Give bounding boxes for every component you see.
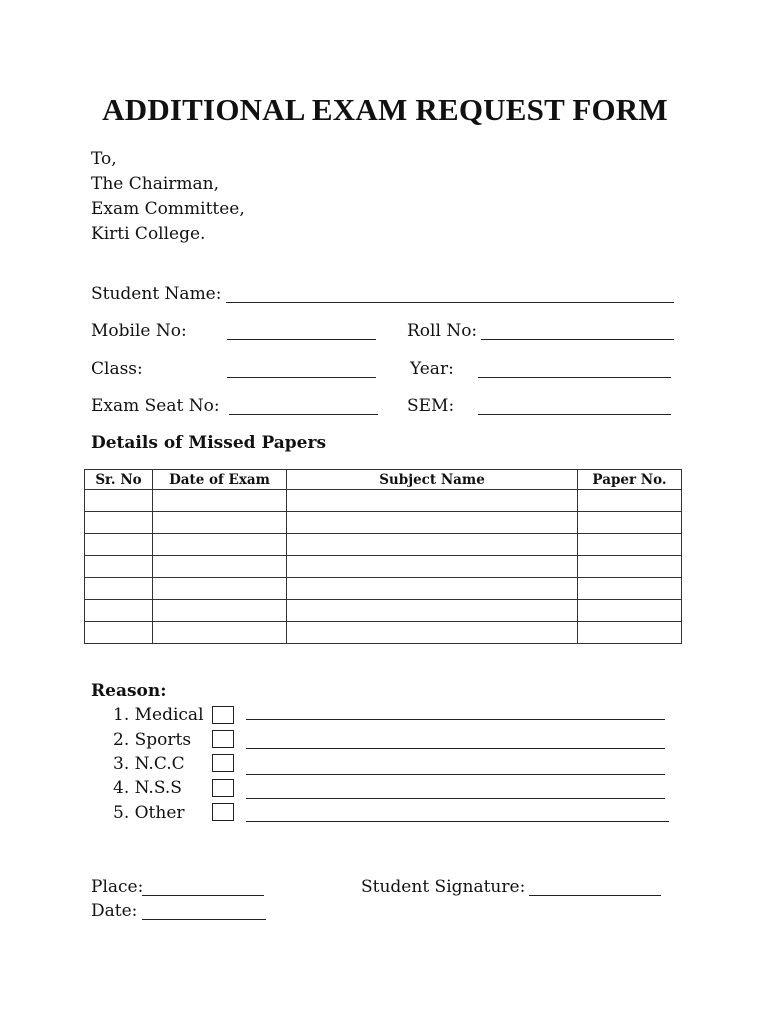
class-label: Class: bbox=[91, 359, 143, 379]
table-cell[interactable] bbox=[287, 622, 578, 644]
table-cell[interactable] bbox=[287, 600, 578, 622]
address-block bbox=[91, 147, 245, 247]
student-name-label: Student Name: bbox=[91, 284, 222, 304]
missed-papers-heading: Details of Missed Papers bbox=[91, 433, 327, 453]
table-cell[interactable] bbox=[287, 512, 578, 534]
reason-line-medical[interactable] bbox=[246, 719, 665, 720]
place-line[interactable] bbox=[142, 895, 264, 896]
reason-item-nss: 4. N.S.S bbox=[113, 778, 182, 798]
table-cell[interactable] bbox=[85, 512, 153, 534]
table-row bbox=[85, 490, 682, 512]
table-cell[interactable] bbox=[153, 534, 287, 556]
reason-checkbox-other[interactable] bbox=[212, 803, 234, 821]
mobile-no-label: Mobile No: bbox=[91, 321, 187, 341]
reason-heading: Reason: bbox=[91, 681, 167, 701]
table-cell[interactable] bbox=[153, 578, 287, 600]
sem-line[interactable] bbox=[478, 414, 671, 415]
missed-papers-table bbox=[84, 469, 682, 644]
reason-line-sports[interactable] bbox=[246, 748, 665, 749]
table-cell[interactable] bbox=[287, 556, 578, 578]
roll-no-line[interactable] bbox=[481, 339, 674, 340]
table-cell[interactable] bbox=[287, 578, 578, 600]
reason-checkbox-sports[interactable] bbox=[212, 730, 234, 748]
table-cell[interactable] bbox=[85, 578, 153, 600]
table-cell[interactable] bbox=[85, 490, 153, 512]
roll-no-label: Roll No: bbox=[407, 321, 478, 341]
column-header-date-of-exam: Date of Exam bbox=[153, 470, 287, 490]
table-row bbox=[85, 622, 682, 644]
place-label: Place: bbox=[91, 877, 144, 897]
reason-item-medical: 1. Medical bbox=[113, 705, 204, 725]
reason-checkbox-medical[interactable] bbox=[212, 706, 234, 724]
reason-item-sports: 2. Sports bbox=[113, 730, 192, 750]
table-cell[interactable] bbox=[153, 490, 287, 512]
student-signature-label: Student Signature: bbox=[361, 877, 526, 897]
mobile-no-line[interactable] bbox=[227, 339, 376, 340]
date-line[interactable] bbox=[142, 919, 266, 920]
year-label: Year: bbox=[410, 359, 454, 379]
column-header-sr-no: Sr. No bbox=[85, 470, 153, 490]
exam-seat-no-line[interactable] bbox=[229, 414, 378, 415]
student-signature-line[interactable] bbox=[529, 895, 661, 896]
table-cell[interactable] bbox=[153, 622, 287, 644]
column-header-paper-no: Paper No. bbox=[578, 470, 682, 490]
reason-line-ncc[interactable] bbox=[246, 774, 665, 775]
table-cell[interactable] bbox=[153, 556, 287, 578]
table-row bbox=[85, 600, 682, 622]
address-line: To, bbox=[91, 149, 117, 169]
reason-item-other: 5. Other bbox=[113, 803, 185, 823]
student-name-line[interactable] bbox=[226, 302, 674, 303]
address-line: Kirti College. bbox=[91, 224, 206, 244]
reason-item-ncc: 3. N.C.C bbox=[113, 754, 185, 774]
table-cell[interactable] bbox=[578, 600, 682, 622]
table-cell[interactable] bbox=[578, 556, 682, 578]
table-cell[interactable] bbox=[287, 490, 578, 512]
form-title: ADDITIONAL EXAM REQUEST FORM bbox=[102, 92, 668, 127]
table-cell[interactable] bbox=[153, 600, 287, 622]
table-row bbox=[85, 512, 682, 534]
exam-seat-no-label: Exam Seat No: bbox=[91, 396, 220, 416]
address-line: Exam Committee, bbox=[91, 199, 245, 219]
date-label: Date: bbox=[91, 901, 138, 921]
table-row bbox=[85, 556, 682, 578]
reason-checkbox-nss[interactable] bbox=[212, 779, 234, 797]
table-cell[interactable] bbox=[578, 512, 682, 534]
table-cell[interactable] bbox=[578, 578, 682, 600]
table-cell[interactable] bbox=[85, 534, 153, 556]
table-cell[interactable] bbox=[287, 534, 578, 556]
table-cell[interactable] bbox=[578, 622, 682, 644]
table-cell[interactable] bbox=[85, 622, 153, 644]
column-header-subject-name: Subject Name bbox=[287, 470, 578, 490]
table-cell[interactable] bbox=[85, 556, 153, 578]
table-row bbox=[85, 534, 682, 556]
table-row bbox=[85, 578, 682, 600]
table-cell[interactable] bbox=[153, 512, 287, 534]
sem-label: SEM: bbox=[407, 396, 455, 416]
table-header-row bbox=[85, 470, 682, 490]
reason-checkbox-ncc[interactable] bbox=[212, 754, 234, 772]
table-cell[interactable] bbox=[85, 600, 153, 622]
class-line[interactable] bbox=[227, 377, 376, 378]
year-line[interactable] bbox=[478, 377, 671, 378]
reason-line-nss[interactable] bbox=[246, 798, 665, 799]
address-line: The Chairman, bbox=[91, 174, 220, 194]
table-cell[interactable] bbox=[578, 490, 682, 512]
table-cell[interactable] bbox=[578, 534, 682, 556]
reason-line-other[interactable] bbox=[246, 821, 669, 822]
